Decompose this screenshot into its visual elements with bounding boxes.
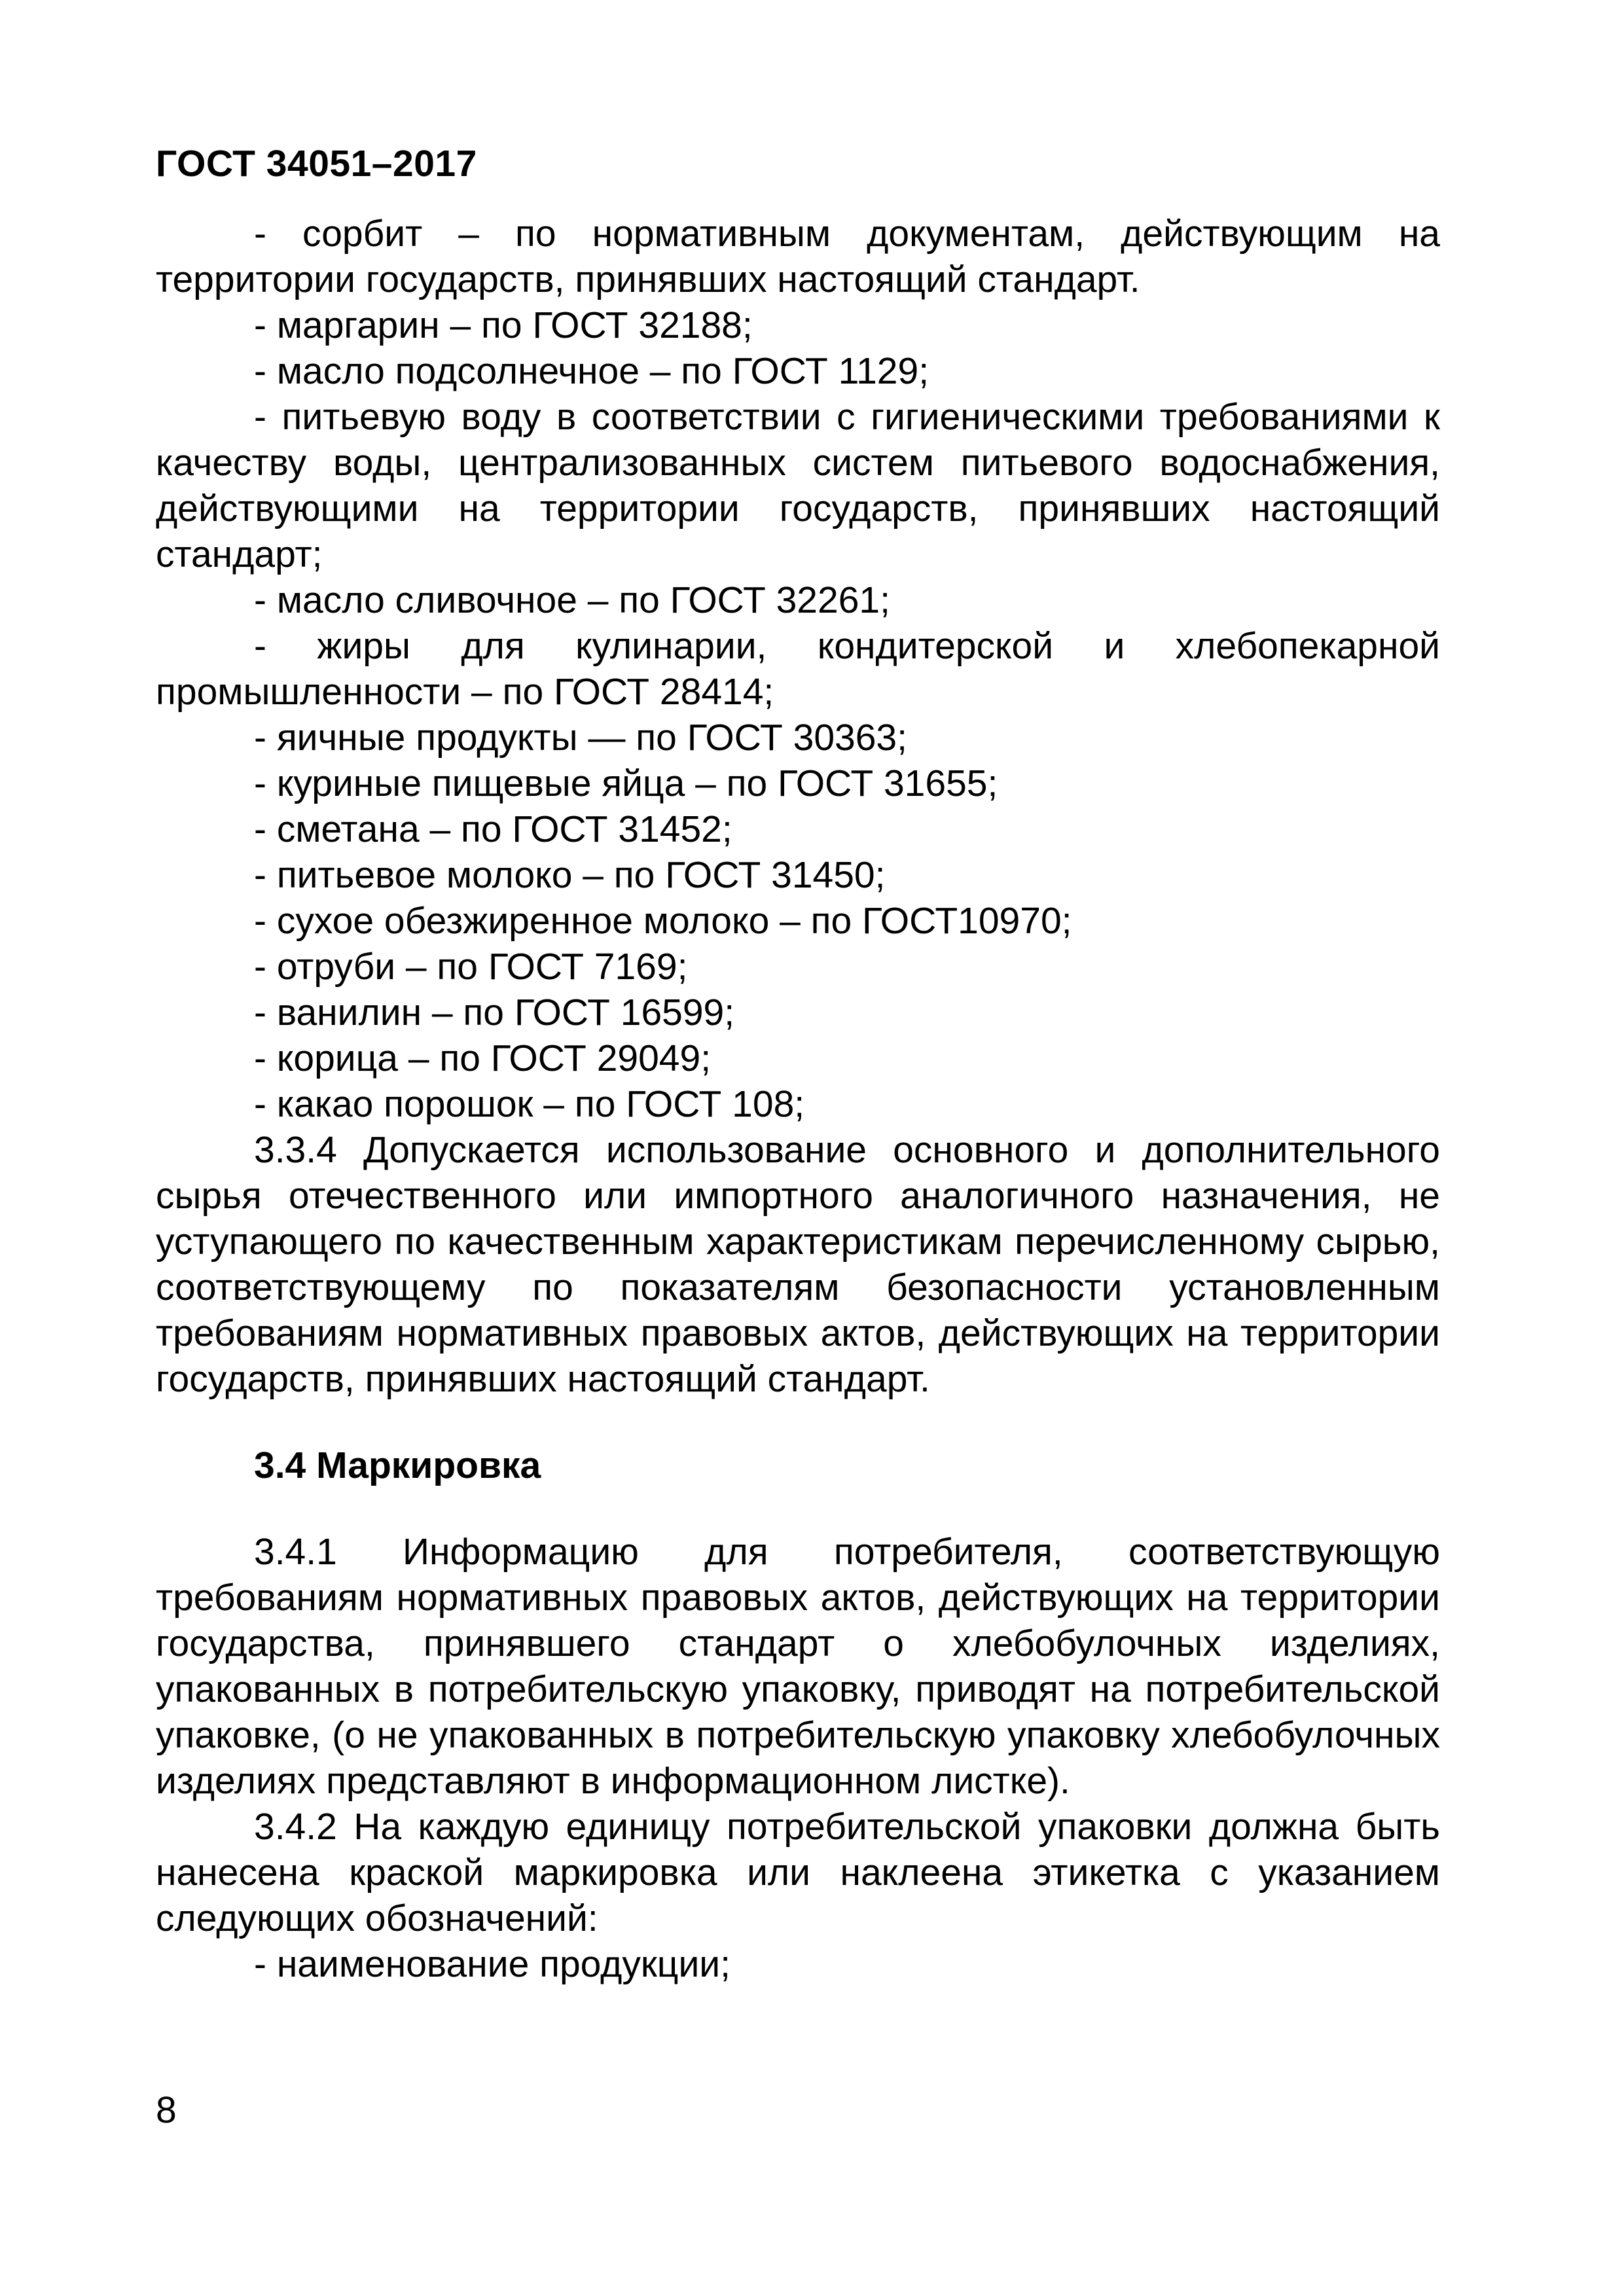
list-item-egg-products: - яичные продукты — по ГОСТ 30363; — [254, 717, 907, 759]
list-item-fats: - жиры для кулинарии, кондитерской и хлебопекарной промышленности – по ГОСТ 28414; — [156, 625, 1440, 713]
list-item-chicken-eggs: - куриные пищевые яйца – по ГОСТ 31655; — [254, 762, 998, 804]
clause-3-3-4: 3.3.4 Допускается использование основного и дополнительного сырья отечественного или импортного аналогичного назначения, не уступающего по качественным характеристикам перечисленному сырью, соответствующему по показателям безопасности установленным требованиям нормативных правовых актов, действующих на территории государств, принявших настоящий стандарт. — [156, 1129, 1440, 1400]
list-item-butter: - масло сливочное – по ГОСТ 32261; — [254, 579, 890, 621]
document-standard-number: ГОСТ 34051–2017 — [156, 143, 477, 185]
list-item-sorbit: - сорбит – по нормативным документам, действующим на территории государств, принявших настоящий стандарт. — [156, 213, 1440, 300]
page-number: 8 — [156, 2089, 177, 2131]
list-item-sunflower-oil: - масло подсолнечное – по ГОСТ 1129; — [254, 350, 929, 392]
list-item-drinking-milk: - питьевое молоко – по ГОСТ 31450; — [254, 854, 886, 896]
list-item-vanillin: - ванилин – по ГОСТ 16599; — [254, 992, 735, 1033]
list-item-cocoa-powder: - какао порошок – по ГОСТ 108; — [254, 1083, 805, 1125]
list-item-margarine: - маргарин – по ГОСТ 32188; — [254, 304, 753, 346]
section-heading-3-4: 3.4 Маркировка — [254, 1444, 541, 1486]
list-item-skimmed-milk-powder: - сухое обезжиренное молоко – по ГОСТ10970; — [254, 900, 1072, 942]
document-body — [156, 211, 1440, 1987]
list-item-product-name: - наименование продукции; — [254, 1943, 731, 1985]
list-item-cinnamon: - корица – по ГОСТ 29049; — [254, 1037, 712, 1079]
list-item-sour-cream: - сметана – по ГОСТ 31452; — [254, 808, 732, 850]
clause-3-4-1: 3.4.1 Информацию для потребителя, соответствующую требованиям нормативных правовых актов, действующих на территории государства, принявшего стандарт о хлебобулочных изделиях, упакованных в потребительскую упаковку, приводят на потребительской упаковке, (о не упакованных в потребительскую упаковку хлебобулочных изделиях представляют в информационном листке). — [156, 1531, 1440, 1802]
clause-3-4-2: 3.4.2 На каждую единицу потребительской упаковки должна быть нанесена краской маркировка или наклеена этикетка с указанием следующих обозначений: — [156, 1806, 1440, 1939]
list-item-drinking-water: - питьевую воду в соответствии с гигиеническими требованиями к качеству воды, централизованных систем питьевого водоснабжения, действующими на территории государств, принявших настоящий стандарт; — [156, 396, 1440, 575]
list-item-bran: - отруби – по ГОСТ 7169; — [254, 946, 688, 988]
